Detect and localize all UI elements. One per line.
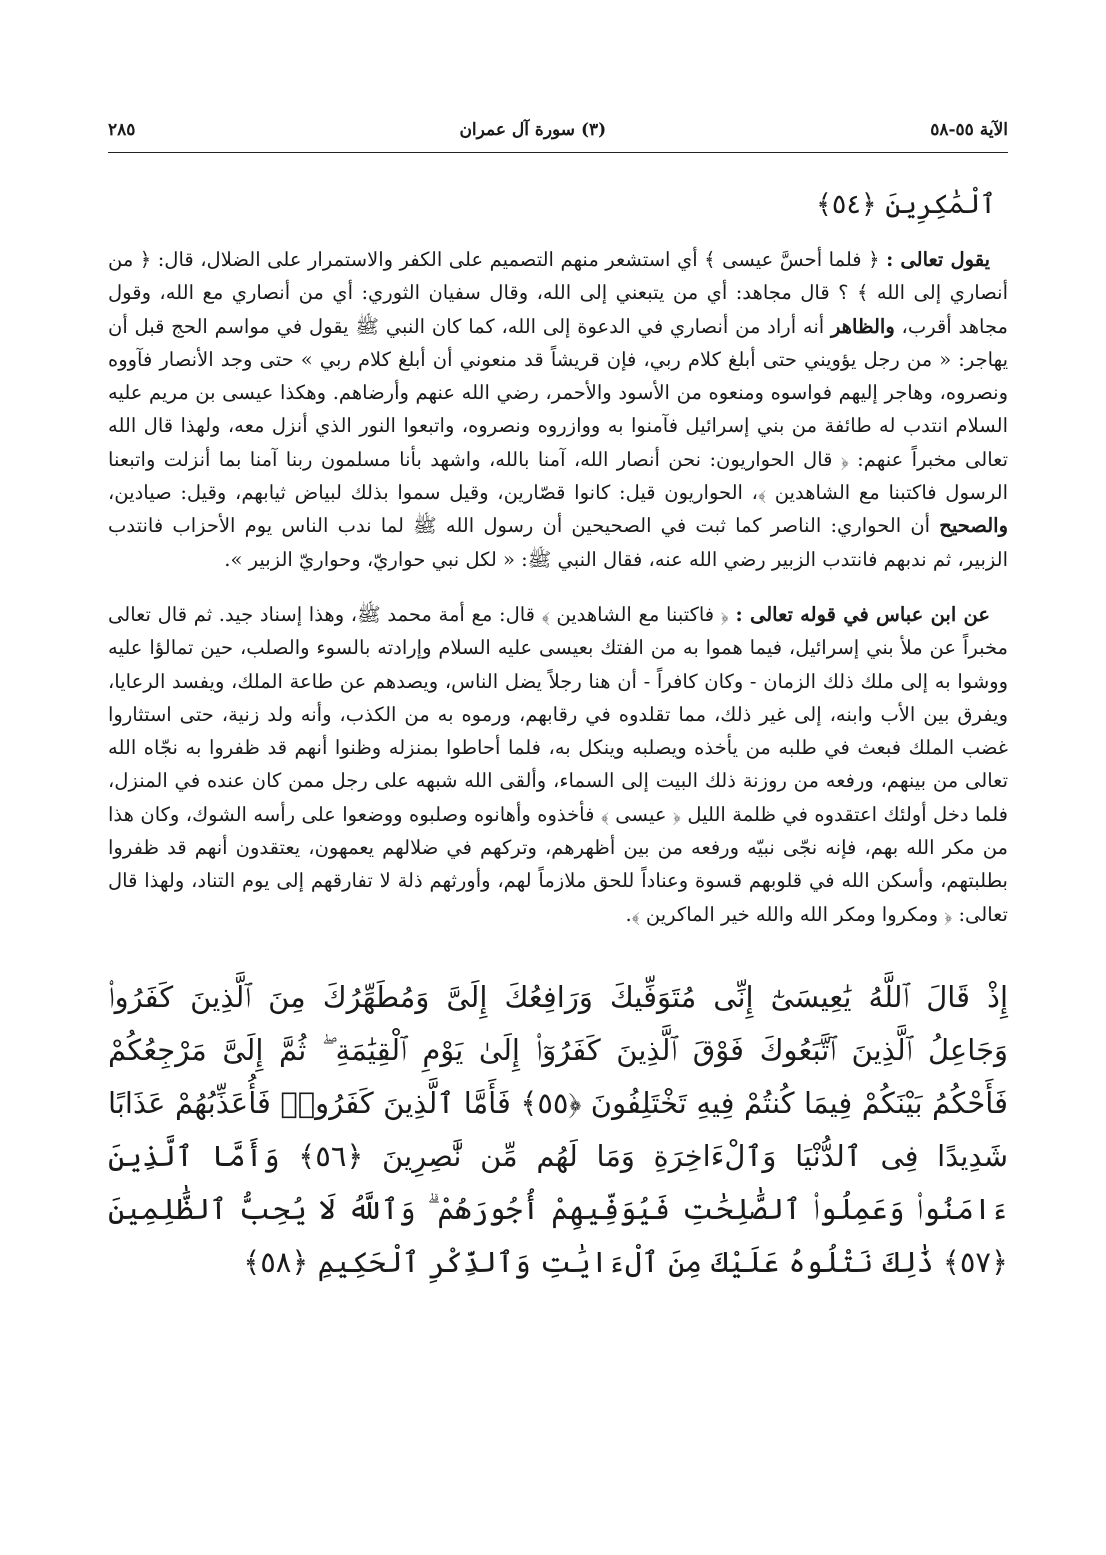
paragraph-text: أنه أراد من أنصاري في الدعوة إلى الله، كما كان النبي ﷺ يقول في مواسم الحج قبل أن يهاجر: « من رجل يؤويني حتى أبلغ كلام ربي، فإن قريشاً قد منعوني أن أبلغ كلام ربي » حتى وجد الأنصار فآووه ونصروه، وهاجر إليهم فواسوه ومنعوه من الأسود والأحمر، رضي الله عنهم وأرضاهم. وهكذا عيسى بن مريم عليه السلام انتدب له طائفة من بني إسرائيل فآمنوا به ووازروه ونصروه، واتبعوا النور الذي أنزل معه، ولهذا قال الله تعالى مخبراً عنهم: ﴿ قال الحواريون: نحن أنصار الله، آمنا بالله، واشهد بأنا مسلمون ربنا آمنا بما أنزلت واتبعنا الرسول فاكتبنا مع الشاهدين ﴾، الحواريون قيل: كانوا قصّارين، وقيل سموا بذلك لبياض ثيابهم، وقيل: صيادين، [108, 314, 1008, 505]
emphasis-word: والصحيح [939, 514, 1008, 538]
running-header [108, 120, 1008, 153]
quran-verses: إِذْ قَالَ ٱللَّهُ يَٰعِيسَىٰٓ إِنِّى مُتَوَفِّيكَ وَرَافِعُكَ إِلَىَّ وَمُطَهِّرُكَ مِنَ ٱلَّذِينَ كَفَرُوا۟ وَجَاعِلُ ٱلَّذِينَ ٱتَّبَعُوكَ فَوْقَ ٱلَّذِينَ كَفَرُوٓا۟ إِلَىٰ يَوْمِ ٱلْقِيَٰمَةِ ۖ ثُمَّ إِلَىَّ مَرْجِعُكُمْ فَأَحْكُمُ بَيْنَكُمْ فِيمَا كُنتُمْ فِيهِ تَخْتَلِفُونَ ﴿٥٥﴾ فَأَمَّا ٱلَّذِينَ كَفَرُوا۟ فَأُعَذِّبُهُمْ عَذَابًا شَدِيدًا فِى ٱلدُّنْيَا وَٱلْءَاخِرَةِ وَمَا لَهُم مِّن نَّٰصِرِينَ ﴿٥٦﴾ وَأَمَّا ٱلَّذِينَ ءَامَنُوا۟ وَعَمِلُوا۟ ٱلصَّٰلِحَٰتِ فَيُوَفِّيهِمْ أُجُورَهُمْ ۗ وَٱللَّهُ لَا يُحِبُّ ٱلظَّٰلِمِينَ ﴿٥٧﴾ ذَٰلِكَ نَتْلُوهُ عَلَيْكَ مِنَ ٱلْءَايَٰتِ وَٱلذِّكْرِ ٱلْحَكِيمِ ﴿٥٨﴾ [108, 979, 1009, 1279]
tafsir-commentary [108, 243, 1008, 931]
paragraph-text: ﴿ فلما أحسَّ عيسى ﴾ أي استشعر منهم التصميم على الكفر والاستمرار على الضلال، قال: ﴿ من أنصاري إلى الله ﴾ ؟ قال مجاهد: أي من يتبعني إلى الله، وقال سفيان الثوري: أي من أنصاري مع الله، وقول مجاهد أقرب، [108, 248, 1008, 338]
paragraph-lead: عن ابن عباس في قوله تعالى : [735, 602, 990, 626]
surah-title: (٣) سورة آل عمران [459, 120, 607, 140]
paragraph-text: أن الحواري: الناصر كما ثبت في الصحيحين أن رسول الله ﷺ لما ندب الناس يوم الأحزاب فانتدب الزبير، ثم ندبهم فانتدب الزبير رضي الله عنه، فقال النبي ﷺ: « لكل نبي حواريّ، وحواريّ الزبير ». [108, 514, 1008, 571]
commentary-paragraph [108, 598, 1008, 931]
page-number: ٢٨٥ [108, 120, 136, 140]
emphasis-word: والظاهر [831, 314, 895, 338]
commentary-paragraph [108, 243, 1008, 576]
ayah-range: الآية ٥٥-٥٨ [930, 120, 1008, 140]
paragraph-text: ﴿ فاكتبنا مع الشاهدين ﴾ قال: مع أمة محمد ﷺ، وهذا إسناد جيد. ثم قال تعالى مخبراً عن ملأ بني إسرائيل، فيما هموا به من الفتك بعيسى عليه السلام وإرادته بالسوء والصلب، حين تمالؤا عليه ووشوا به إلى ملك ذلك الزمان - وكان كافراً - أن هنا رجلاً يضل الناس، ويصدهم عن طاعة الملك، ويفسد الرعايا، ويفرق بين الأب وابنه، إلى غير ذلك، مما تقلدوه في رقابهم، ورموه به من الكذب، وأنه ولد زنية، حتى استثاروا غضب الملك فبعث في طلبه من يأخذه ويصلبه وينكل به، فلما أحاطوا بمنزله وظنوا أنهم قد ظفروا به نجّاه الله تعالى من بينهم، ورفعه من روزنة ذلك البيت إلى السماء، وألقى الله شبهه على رجل ممن كان عنده في المنزل، فلما دخل أولئك اعتقدوه في ظلمة الليل ﴿ عيسى ﴾ فأخذوه وأهانوه وصلبوه ووضعوا على رأسه الشوك، وكان هذا من مكر الله بهم، فإنه نجّى نبيّه ورفعه من بين أظهرهم، وتركهم في ضلالهم يعمهون، يعتقدون أنهم قد ظفروا بطلبتهم، وأسكن الله في قلوبهم قسوة وعناداً للحق ملازماً لهم، وأورثهم ذلة لا تفارقهم إلى يوم التناد، ولهذا قال تعالى: ﴿ ومكروا ومكر الله والله خير الماكرين ﴾. [108, 602, 1008, 926]
book-page [108, 120, 1008, 1289]
paragraph-lead: يقول تعالى : [886, 248, 990, 271]
previous-verse-ending: ٱلْمَٰكِرِينَ ﴿٥٤﴾ [816, 189, 996, 220]
